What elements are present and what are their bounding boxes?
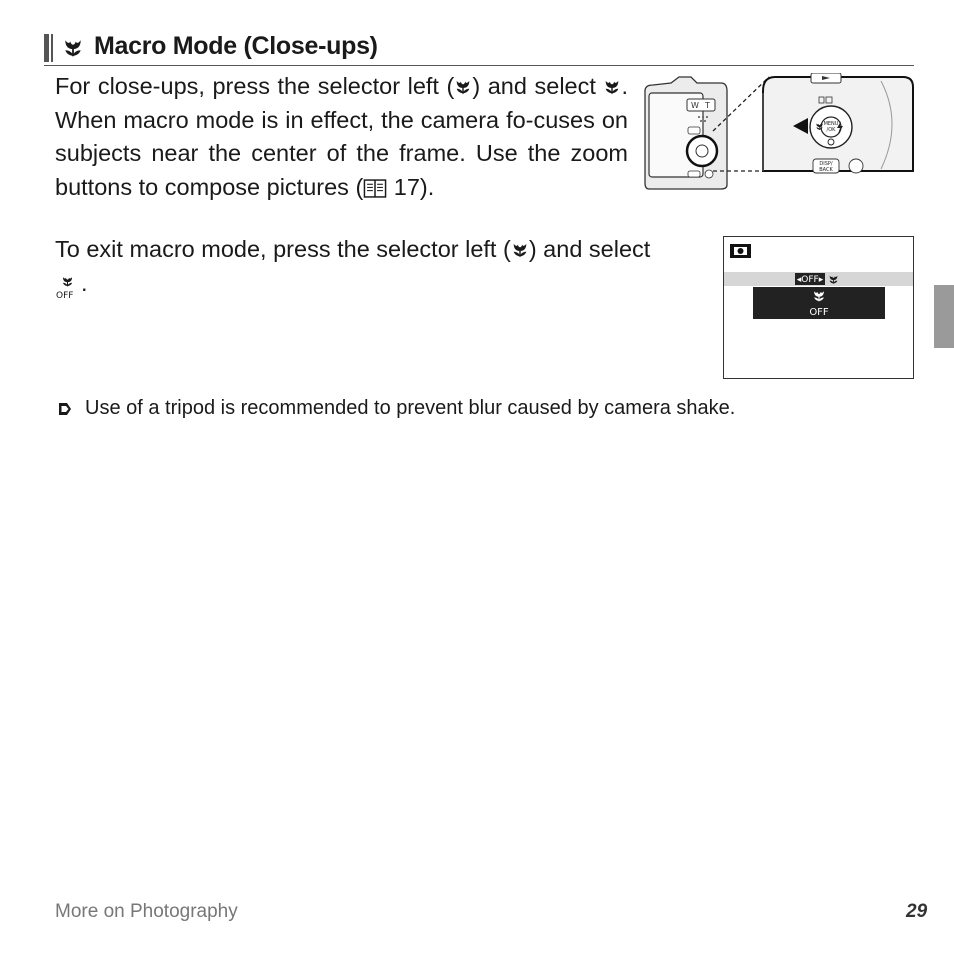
macro-tulip-icon	[511, 241, 529, 259]
zoom-t-label: T	[705, 101, 710, 110]
note-text: Use of a tripod is recommended to prevent blur caused by camera shake.	[85, 397, 736, 419]
disp-back-label: BACK	[819, 167, 833, 173]
svg-text:OFF: OFF	[56, 290, 74, 299]
paragraph-text: .	[81, 269, 88, 296]
paragraph-text: To exit macro mode, press the selector left (	[55, 236, 511, 262]
paragraph-text: 17).	[387, 173, 435, 200]
selected-off-label: OFF	[809, 307, 829, 318]
paragraph-text: ) and select	[472, 73, 604, 99]
footer-section-label: More on Photography	[55, 901, 238, 922]
menu-ok-label: MENU	[823, 121, 839, 127]
paragraph-text: . When macro mode is in effect, the camera fo-cuses on subjects near the center of the frame. Use the zoom buttons to compose pictures (	[55, 73, 628, 200]
heading-marker-bar	[44, 34, 49, 62]
section-heading	[44, 32, 914, 66]
lcd-screen-illustration	[723, 236, 914, 379]
macro-tulip-icon	[603, 78, 621, 96]
disp-back-label: DISP/	[819, 161, 833, 167]
macro-tulip-icon	[62, 37, 84, 59]
camera-back-illustration	[641, 73, 916, 191]
macro-option-off: ◂OFF▸	[796, 275, 824, 285]
macro-tulip-icon	[454, 78, 472, 96]
heading-marker-bar-thin	[51, 34, 53, 62]
paragraph-text: For close-ups, press the selector left (	[55, 73, 455, 99]
chapter-tab-marker	[934, 285, 954, 348]
menu-ok-label: /OK	[826, 127, 836, 133]
paragraph-text: ) and select	[528, 236, 651, 262]
page-title: Macro Mode (Close-ups)	[94, 32, 378, 60]
page-reference-book-icon	[363, 179, 387, 198]
note-pencil-icon	[57, 401, 73, 417]
exit-instruction-paragraph	[55, 233, 710, 300]
instruction-paragraph	[55, 70, 628, 204]
macro-off-icon	[55, 275, 81, 299]
page-number: 29	[906, 901, 928, 922]
zoom-w-label: W	[691, 101, 699, 110]
